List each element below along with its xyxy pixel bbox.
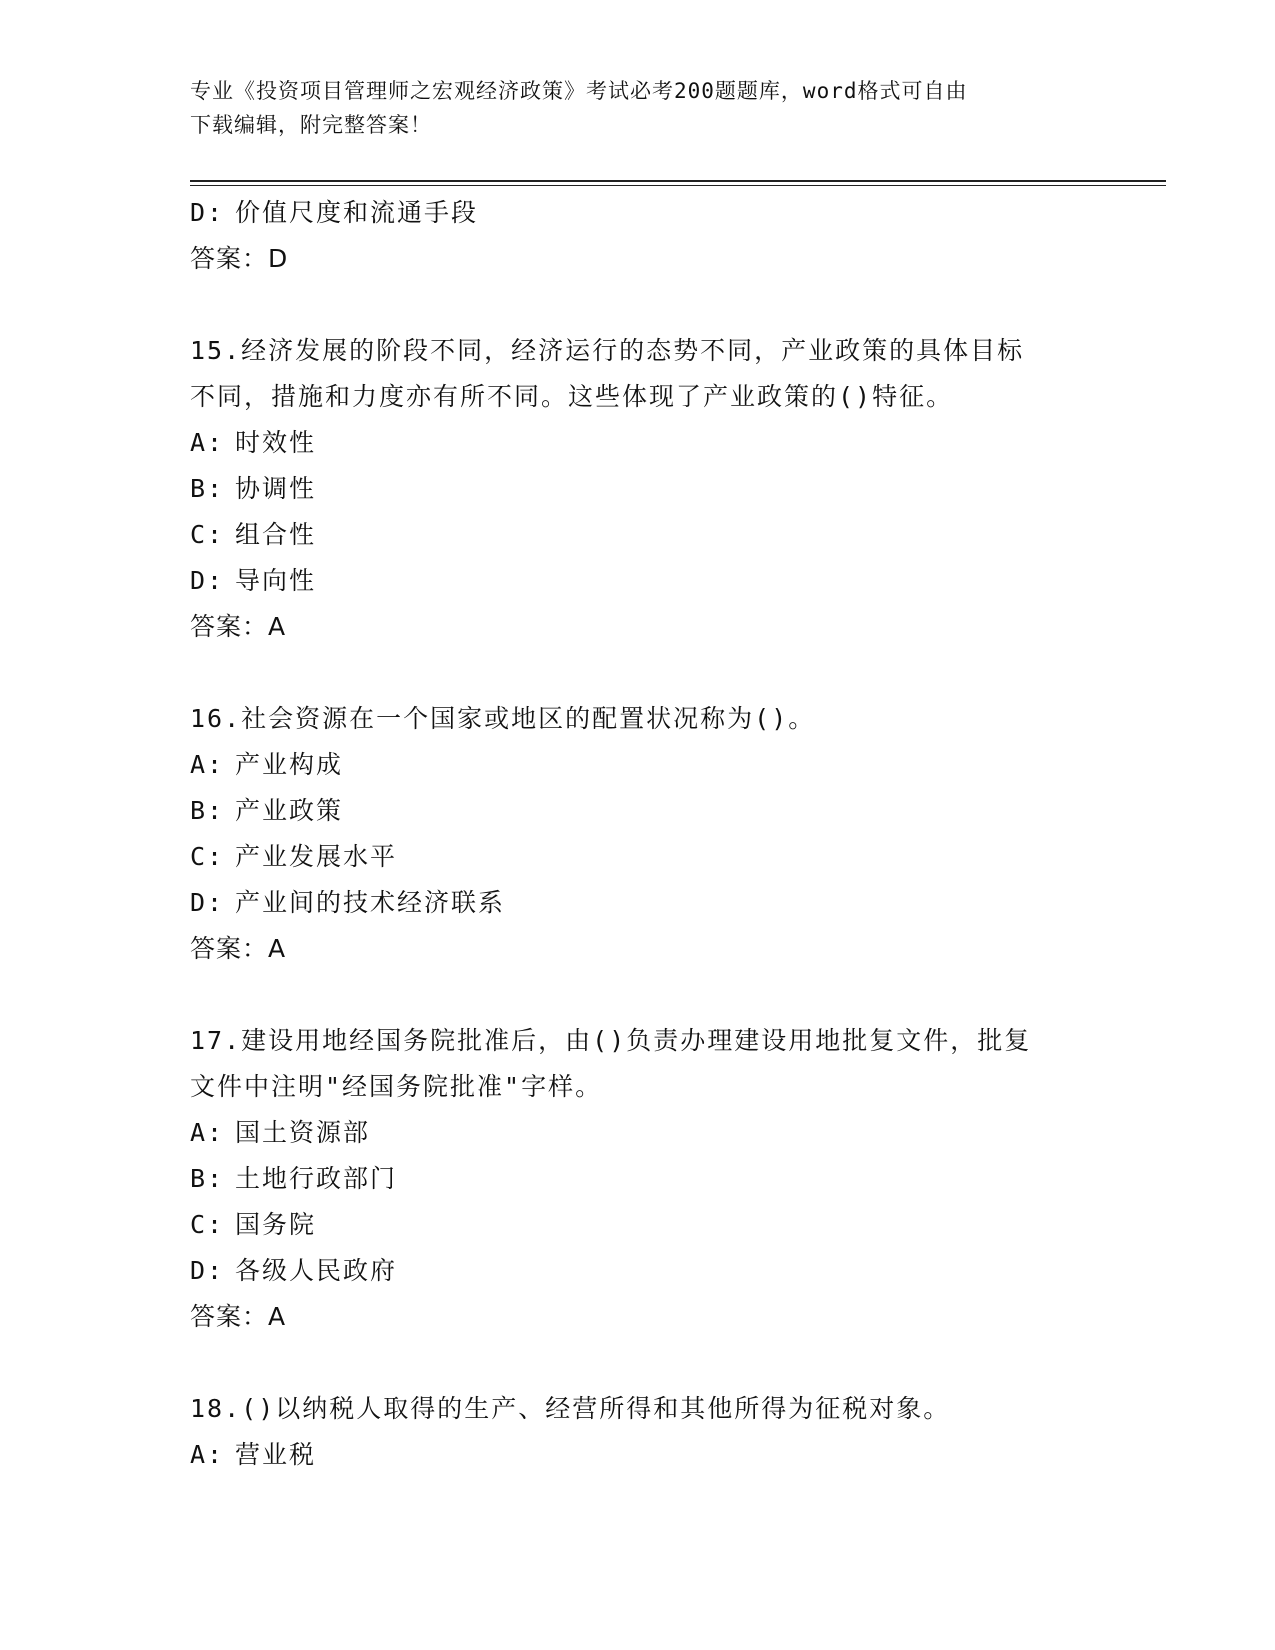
option-label: C: — [190, 520, 225, 549]
option-text: 产业发展水平 — [235, 842, 398, 871]
header-divider-thick — [190, 180, 1166, 182]
option-a — [190, 420, 1090, 466]
document-header-note — [190, 74, 1090, 142]
header-divider-thin — [190, 185, 1166, 186]
option-text: 产业政策 — [235, 796, 344, 825]
option-b — [190, 466, 1090, 512]
question-stem-line: 不同，措施和力度亦有所不同。这些体现了产业政策的()特征。 — [190, 382, 954, 411]
question-stem-line: 15.经济发展的阶段不同，经济运行的态势不同，产业政策的具体目标 — [190, 336, 1025, 365]
option-a — [190, 1110, 1090, 1156]
answer-line: 答案：A — [190, 1302, 287, 1331]
option-label: B: — [190, 474, 225, 503]
option-label: D: — [190, 888, 225, 917]
answer-line: 答案：A — [190, 934, 287, 963]
spacer — [190, 650, 1090, 696]
option-label: C: — [190, 1210, 225, 1239]
option-label: A: — [190, 428, 225, 457]
option-d — [190, 1248, 1090, 1294]
question-list — [190, 190, 1090, 1478]
option-label: A: — [190, 750, 225, 779]
option-label: A: — [190, 1440, 225, 1469]
question-stem-line: 18.()以纳税人取得的生产、经营所得和其他所得为征税对象。 — [190, 1394, 951, 1423]
question-16 — [190, 696, 1090, 972]
option-label: D: — [190, 198, 225, 227]
option-c — [190, 512, 1090, 558]
option-text: 组合性 — [235, 520, 317, 549]
option-text: 各级人民政府 — [235, 1256, 398, 1285]
answer-line: 答案：A — [190, 612, 287, 641]
option-c — [190, 834, 1090, 880]
spacer — [190, 282, 1090, 328]
option-text: 时效性 — [235, 428, 317, 457]
option-label: C: — [190, 842, 225, 871]
answer-line: 答案：D — [190, 244, 289, 273]
question-stem-line: 文件中注明"经国务院批准"字样。 — [190, 1072, 603, 1101]
option-text: 土地行政部门 — [235, 1164, 398, 1193]
question-17 — [190, 1018, 1090, 1340]
option-text: 国务院 — [235, 1210, 317, 1239]
option-d — [190, 190, 1090, 236]
spacer — [190, 1340, 1090, 1386]
option-text: 价值尺度和流通手段 — [235, 198, 479, 227]
option-d — [190, 558, 1090, 604]
option-d — [190, 880, 1090, 926]
option-b — [190, 788, 1090, 834]
option-a — [190, 1432, 1090, 1478]
question-18 — [190, 1386, 1090, 1478]
option-text: 协调性 — [235, 474, 317, 503]
option-b — [190, 1156, 1090, 1202]
option-text: 营业税 — [235, 1440, 317, 1469]
header-line-1: 专业《投资项目管理师之宏观经济政策》考试必考200题题库，word格式可自由 — [190, 79, 968, 103]
question-15 — [190, 328, 1090, 650]
option-text: 产业构成 — [235, 750, 344, 779]
option-label: B: — [190, 796, 225, 825]
spacer — [190, 972, 1090, 1018]
option-text: 国土资源部 — [235, 1118, 371, 1147]
header-line-2: 下载编辑，附完整答案！ — [190, 113, 432, 137]
option-text: 产业间的技术经济联系 — [235, 888, 506, 917]
option-label: D: — [190, 1256, 225, 1285]
option-text: 导向性 — [235, 566, 317, 595]
option-c — [190, 1202, 1090, 1248]
question-stem-line: 16.社会资源在一个国家或地区的配置状况称为()。 — [190, 704, 816, 733]
option-a — [190, 742, 1090, 788]
option-label: B: — [190, 1164, 225, 1193]
option-label: A: — [190, 1118, 225, 1147]
option-label: D: — [190, 566, 225, 595]
question-stem-line: 17.建设用地经国务院批准后，由()负责办理建设用地批复文件，批复 — [190, 1026, 1032, 1055]
